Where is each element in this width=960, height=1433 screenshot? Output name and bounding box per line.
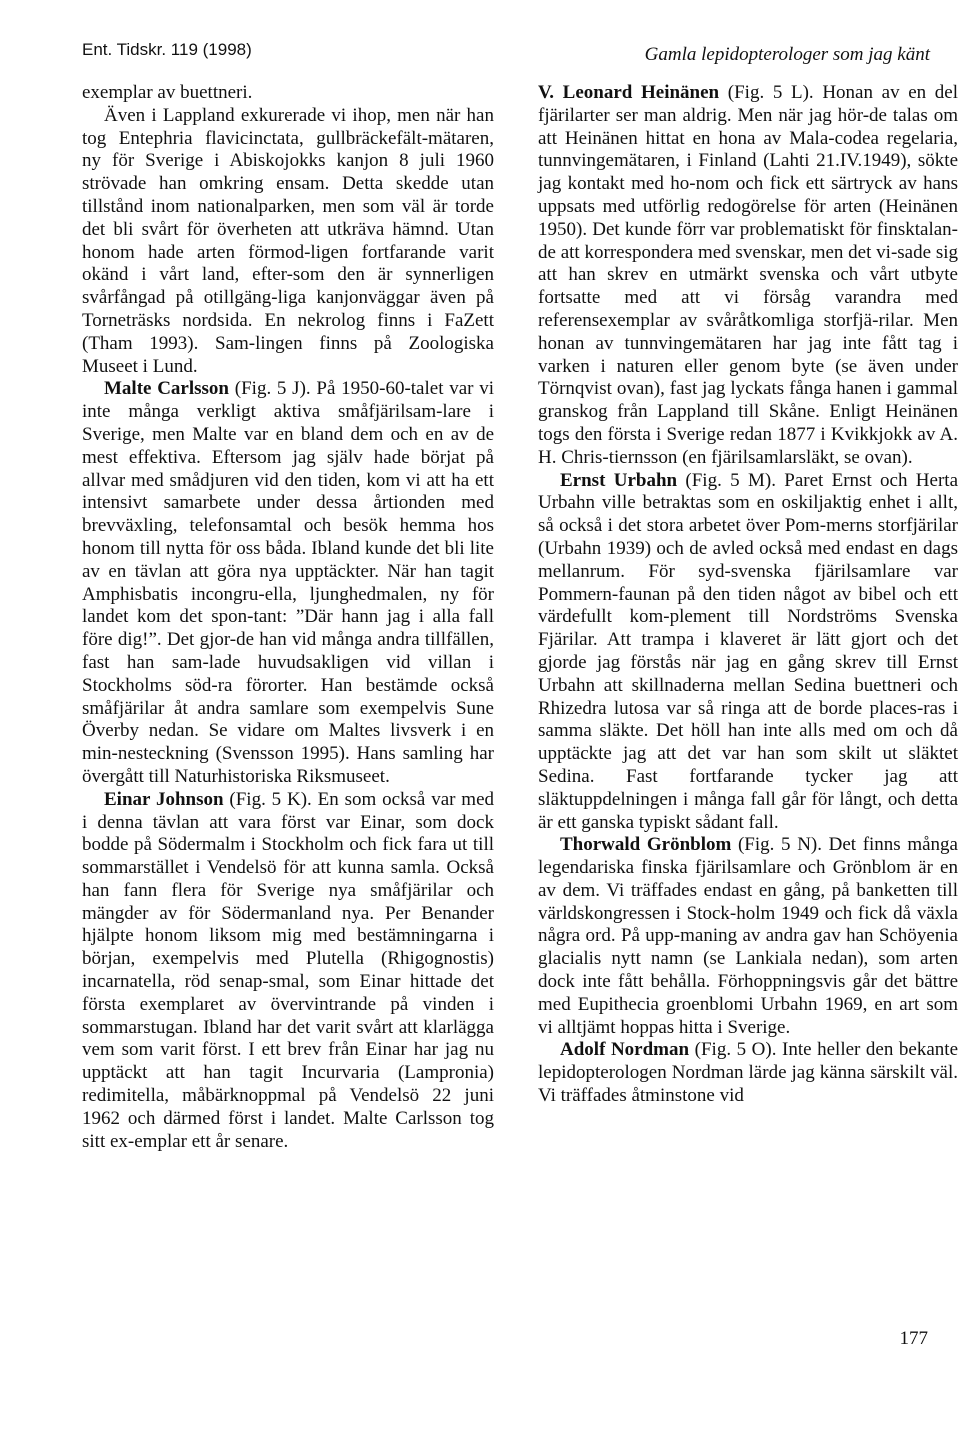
- paragraph-nordman: [538, 1039, 958, 1107]
- paragraph-buettneri: exemplar av buettneri.: [82, 82, 253, 103]
- name-nordman: Adolf Nordman: [560, 1039, 690, 1061]
- left-column: [82, 82, 494, 1153]
- name-carlsson: Malte Carlsson: [104, 378, 230, 400]
- text-heinanen: (Fig. 5 L). Honan av en del fjärilarter ser man aldrig. Men när jag hör-de talas om att Heinänen hittat en hona av Mala-codea regelaria, tunnvingemätaren, i Finland (Lahti 21.IV.1949), sökte jag kontakt med ho-nom och fick ett särtryck av hans uppsats med utförlig redogörelse för arten (Heinänen 1950). Det kunde förr var problematiskt för finsktalan-de att korrespondera med svenskar, men det vi-sade sig att han skrev en utmärkt svenska och vårt utbyte fortsatte med att vi försåg varandra med referensexemplar av svåråtkomliga storfjä-rilar. Men honan av tunnvingemätaren har jag inte fått tag i varken i naturen eller genom byte (se även under Törnqvist ovan), fast jag lyckats fånga hanen i gammal granskog från Lappland till Skåne. Enligt Heinänen togs den första i Sverige redan 1877 i Kvikkjokk av A. H. Chris-tiernsson (en fjärilsamlarsläkt, se ovan).: [538, 82, 959, 468]
- text-carlsson: (Fig. 5 J). På 1950-60-talet var vi inte många verkligt aktiva småfjärilsam-lare i Sverige, men Malte var en bland dem och en av de mest effektiva. Eftersom jag själv hade börjat på allvar med smådjuren vid den tiden, kom vi att ha ett intensivt samarbete under dessa årtionden med brevväxling, telefonsamtal och besök hemma hos honom till nytta för oss båda. Ibland kunde det bli lite av en tävlan att göra nya upptäckter. När han tagit Amphisbatis incongru-ella, ljunghedmalen, ny för landet kom det spon-tant: ”Där hann jag i alla fall före dig!”. Det gjor-de han vid många andra tillfällen, fast han sam-lade huvudsakligen vid villan i Stockholms söd-ra förorter. Han bestämde också småfjärilar åt andra samlare som exempelvis Sune Överby nedan. Se vidare om Maltes livsverk i en min-nesteckning (Svensson 1995). Hans samling har övergått till Naturhistoriska Riksmuseet.: [82, 378, 495, 787]
- text-johnson: (Fig. 5 K). En som också var med i denna tävlan att vara först var Einar, som dock bodde på Södermalm i Stockholm och fick fara ut till sommarstället i Vendelsö för att kunna samla. Också han fann flera för Sverige nya småfjärilar och mängder av för Södermanland nya. Per Benander hjälpte honom liksom mig med bestämningarna i början, exempelvis med Plutella (Rhigognostis) incarnatella, röd senap-smal, som Einar hittade det första exemplaret av övervintrande på vinden i sommarstugan. Ibland har det varit svårt att klarlägga vem som varit först. I ett brev från Einar har jag nu upptäckt att han tagit Incurvaria (Lampronia) redimitella, måbärknoppmal på Vendelsö 22 juni 1962 och därmed först i landet. Malte Carlsson tog sitt ex-emplar ett år senare.: [82, 788, 495, 1152]
- paragraph-gronblom: [538, 834, 958, 1039]
- paragraph-lappland: Även i Lappland exkurerade vi ihop, men när han tog Entephria flavicinctata, gullbräckefält-mätaren, ny för Sverige i Abiskojokks kanjon 8 juli 1960 strövade han omkring ensam. Detta skedde utan tillstånd inom nationalparken, men som väl är torde det bli svårt för överheten att utkräva hämnd. Utan honom hade arten förmod-ligen fortfarande varit okänd i vårt land, efter-som den är synnerligen svårfångad på otillgäng-liga kanjonväggar även på Torneträsks nordsida. En nekrolog finns i FaZett (Tham 1993). Sam-lingen finns på Zoologiska Museet i Lund.: [82, 104, 494, 377]
- name-johnson: Einar Johnson: [104, 788, 224, 810]
- text-urbahn: (Fig. 5 M). Paret Ernst och Herta Urbahn ville betraktas som en oskiljaktig enhet i allt, så också i det stora arbetet över Pom-merns storfjärilar (Urbahn 1939) och de avled också med endast en dags mellanrum. För syd-svenska fjärilsamlare var Pommern-faunan på den tiden något av bibel och ett värdefullt kom-plement till Nordströms Svenska Fjärilar. Att trampa i klaveret är lätt gjort och det gjorde jag förstås när jag en gång skrev till Ernst Urbahn att skillnaderna mellan Sedina buettneri och Rhizedra lutosa var så ringa att de borde places-ras i samma släkte. Det höll han inte alls med om och då upptäckte jag att det var han som skilt ut släktet Sedina. Fast fortfarande tycker jag att släktuppdelningen i många fall går för långt, och detta är ett ganska typiskt sådant fall.: [538, 469, 959, 833]
- article-title-header: Gamla lepidopterologer som jag känt: [644, 44, 930, 65]
- name-gronblom: Thorwald Grönblom: [560, 834, 732, 856]
- text-nordman: (Fig. 5 O). Inte heller den bekante lepidopterologen Nordman lärde jag känna särskilt väl. Vi träffades åtminstone vid: [538, 1039, 959, 1107]
- paragraph-heinanen: [538, 82, 958, 470]
- paragraph-johnson: [82, 789, 494, 1154]
- page-number: 177: [899, 1328, 928, 1349]
- text-gronblom: (Fig. 5 N). Det finns många legendariska finska fjärilsamlare och Grönblom är en av dem. Vi träffades endast en gång, på banketten till världskongressen i Stock-holm 1949 och fick då växla några ord. På upp-maning av andra gav han Schöyenia glacialis nytt namn (se Lankiala nedan), som arten dock inte fått behålla. Förhoppningsvis går det bättre med Eupithecia groenblomi Urbahn 1969, en art som vi alltjämt hoppas hitta i Sverige.: [538, 834, 958, 1038]
- name-urbahn: Ernst Urbahn: [560, 469, 678, 491]
- right-column: [538, 82, 958, 1108]
- paragraph-carlsson: [82, 378, 494, 788]
- journal-header: Ent. Tidskr. 119 (1998): [82, 40, 252, 59]
- paragraph-urbahn: [538, 470, 958, 835]
- name-heinanen: V. Leonard Heinänen: [538, 82, 720, 103]
